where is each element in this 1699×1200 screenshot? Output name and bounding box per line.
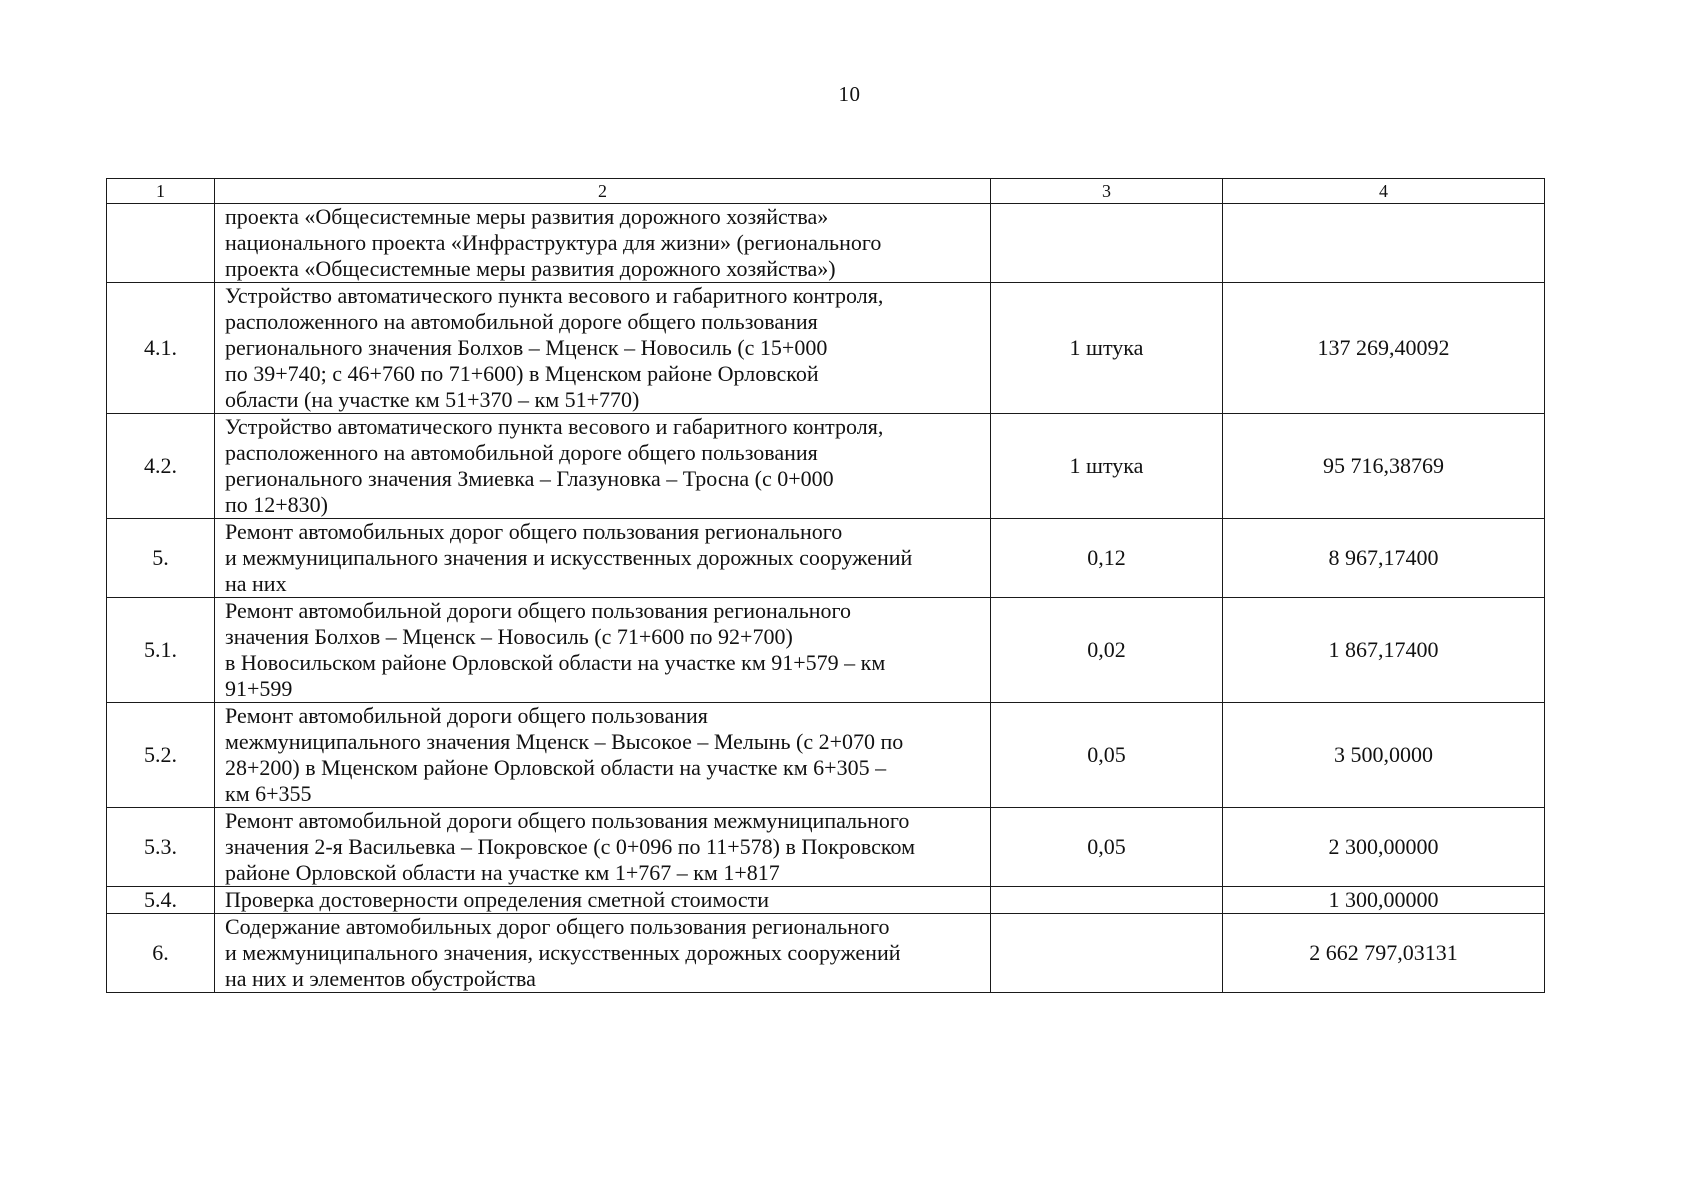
- description-line: Содержание автомобильных дорог общего пользования регионального: [225, 914, 890, 939]
- row-description: [215, 887, 991, 914]
- row-quantity: 0,05: [991, 808, 1223, 887]
- description-line: 28+200) в Мценском районе Орловской области на участке км 6+305 –: [225, 755, 887, 780]
- description-line: Устройство автоматического пункта весового и габаритного контроля,: [225, 283, 884, 308]
- description-line: области (на участке км 51+370 – км 51+770): [225, 387, 640, 412]
- row-number: 5.2.: [107, 703, 215, 808]
- column-header-4: 4: [1223, 179, 1545, 204]
- description-line: Ремонт автомобильной дороги общего пользования межмуниципального: [225, 808, 910, 833]
- description-line: в Новосильском районе Орловской области на участке км 91+579 – км: [225, 650, 886, 675]
- table-row: [107, 598, 1545, 703]
- row-quantity: [991, 887, 1223, 914]
- row-quantity: [991, 914, 1223, 993]
- row-quantity: 1 штука: [991, 414, 1223, 519]
- row-amount: 137 269,40092: [1223, 283, 1545, 414]
- row-number: 5.: [107, 519, 215, 598]
- description-line: на них: [225, 571, 287, 596]
- column-header-1: 1: [107, 179, 215, 204]
- row-amount: 1 867,17400: [1223, 598, 1545, 703]
- row-description: [215, 414, 991, 519]
- description-line: расположенного на автомобильной дороге общего пользования: [225, 440, 818, 465]
- description-line: значения Болхов – Мценск – Новосиль (с 71+600 по 92+700): [225, 624, 793, 649]
- table-header-row: [107, 179, 1545, 204]
- table-row: [107, 808, 1545, 887]
- row-description: [215, 914, 991, 993]
- row-amount: 2 662 797,03131: [1223, 914, 1545, 993]
- description-line: районе Орловской области на участке км 1+767 – км 1+817: [225, 860, 780, 885]
- row-description: [215, 283, 991, 414]
- row-quantity: 0,02: [991, 598, 1223, 703]
- row-number: 5.1.: [107, 598, 215, 703]
- description-line: Ремонт автомобильной дороги общего пользования регионального: [225, 598, 851, 623]
- row-number: 4.2.: [107, 414, 215, 519]
- description-line: км 6+355: [225, 781, 312, 806]
- description-line: проекта «Общесистемные меры развития дорожного хозяйства»): [225, 256, 836, 281]
- row-description: [215, 703, 991, 808]
- row-amount: 1 300,00000: [1223, 887, 1545, 914]
- table-row: [107, 703, 1545, 808]
- description-line: и межмуниципального значения и искусственных дорожных сооружений: [225, 545, 913, 570]
- row-amount: 95 716,38769: [1223, 414, 1545, 519]
- row-amount: [1223, 204, 1545, 283]
- description-line: расположенного на автомобильной дороге общего пользования: [225, 309, 818, 334]
- row-description: [215, 204, 991, 283]
- table-row: [107, 914, 1545, 993]
- row-description: [215, 519, 991, 598]
- description-line: проекта «Общесистемные меры развития дорожного хозяйства»: [225, 204, 829, 229]
- description-line: 91+599: [225, 676, 293, 701]
- table-row: [107, 204, 1545, 283]
- table-row: [107, 519, 1545, 598]
- row-amount: 3 500,0000: [1223, 703, 1545, 808]
- row-description: [215, 808, 991, 887]
- table-row: [107, 887, 1545, 914]
- description-line: по 39+740; с 46+760 по 71+600) в Мценском районе Орловской: [225, 361, 819, 386]
- description-line: национального проекта «Инфраструктура для жизни» (регионального: [225, 230, 882, 255]
- row-quantity: [991, 204, 1223, 283]
- table-row: [107, 283, 1545, 414]
- description-line: межмуниципального значения Мценск – Высокое – Мелынь (с 2+070 по: [225, 729, 904, 754]
- description-line: по 12+830): [225, 492, 329, 517]
- row-description: [215, 598, 991, 703]
- row-number: [107, 204, 215, 283]
- column-header-2: 2: [215, 179, 991, 204]
- row-number: 4.1.: [107, 283, 215, 414]
- row-amount: 8 967,17400: [1223, 519, 1545, 598]
- row-quantity: 0,05: [991, 703, 1223, 808]
- row-amount: 2 300,00000: [1223, 808, 1545, 887]
- column-header-3: 3: [991, 179, 1223, 204]
- description-line: и межмуниципального значения, искусственных дорожных сооружений: [225, 940, 901, 965]
- page-number: 10: [838, 82, 861, 106]
- description-line: Проверка достоверности определения сметной стоимости: [225, 887, 770, 912]
- description-line: на них и элементов обустройства: [225, 966, 536, 991]
- description-line: Устройство автоматического пункта весового и габаритного контроля,: [225, 414, 884, 439]
- description-line: регионального значения Змиевка – Глазуновка – Тросна (с 0+000: [225, 466, 834, 491]
- row-number: 5.4.: [107, 887, 215, 914]
- row-quantity: 1 штука: [991, 283, 1223, 414]
- description-line: значения 2-я Васильевка – Покровское (с 0+096 по 11+578) в Покровском: [225, 834, 916, 859]
- row-number: 5.3.: [107, 808, 215, 887]
- description-line: Ремонт автомобильной дороги общего пользования: [225, 703, 708, 728]
- row-number: 6.: [107, 914, 215, 993]
- description-line: Ремонт автомобильных дорог общего пользования регионального: [225, 519, 843, 544]
- description-line: регионального значения Болхов – Мценск – Новосиль (с 15+000: [225, 335, 828, 360]
- budget-table: [106, 178, 1545, 993]
- row-quantity: 0,12: [991, 519, 1223, 598]
- table-row: [107, 414, 1545, 519]
